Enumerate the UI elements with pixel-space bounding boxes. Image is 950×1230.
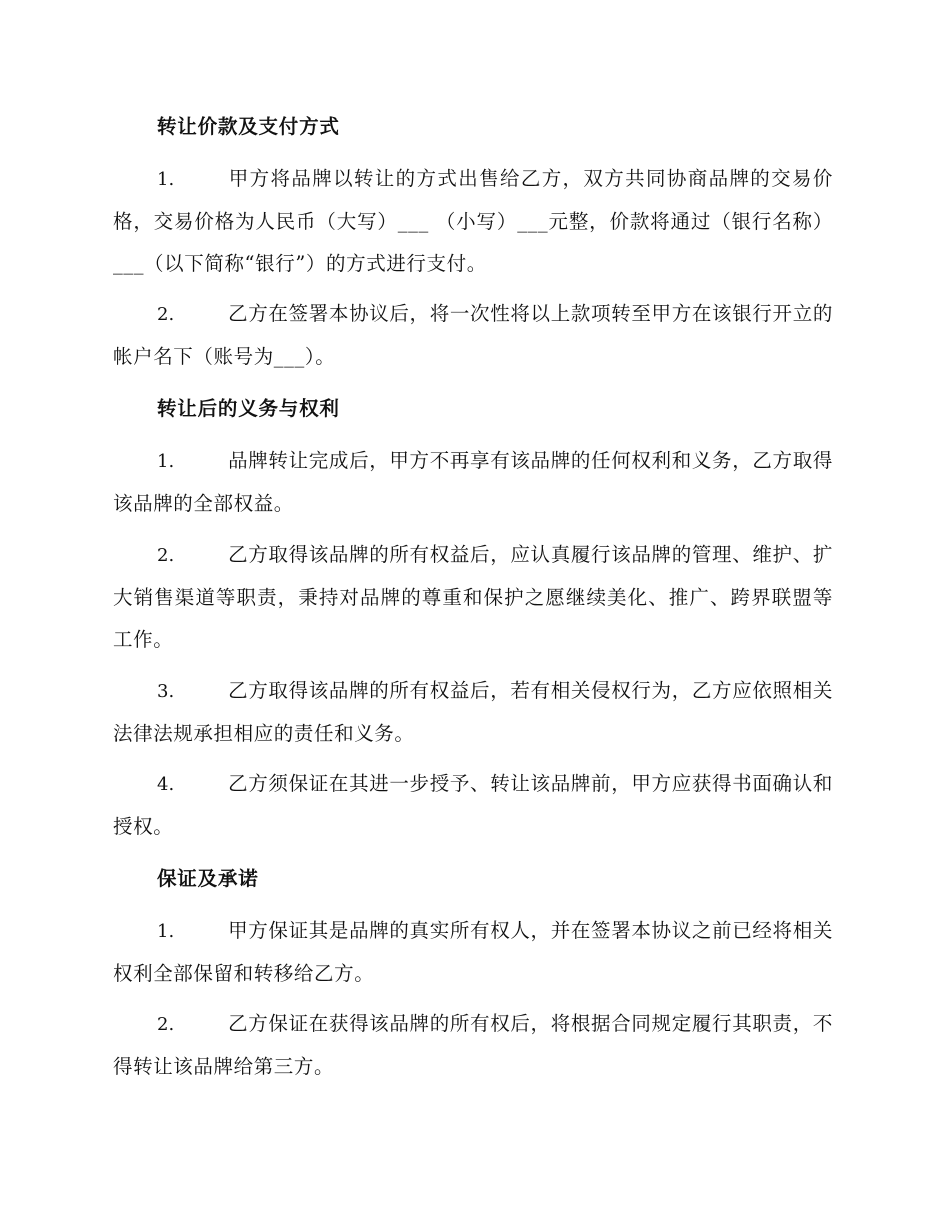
item-number: 1. bbox=[157, 169, 175, 190]
item-text: 乙方须保证在其进一步授予、转让该品牌前，甲方应获得书面确认和授权。 bbox=[113, 772, 833, 838]
item-text: 乙方在签署本协议后，将一次性将以上款项转至甲方在该银行开立的帐户名下（账号为___）。 bbox=[113, 302, 833, 368]
guarantee-item-1 bbox=[113, 910, 833, 995]
obligations-item-1 bbox=[113, 440, 833, 525]
section-heading-payment: 转让价款及支付方式 bbox=[157, 115, 340, 138]
item-number: 2. bbox=[157, 545, 175, 566]
item-text: 品牌转让完成后，甲方不再享有该品牌的任何权利和义务，乙方取得该品牌的全部权益。 bbox=[113, 449, 833, 515]
section-heading-obligations: 转让后的义务与权利 bbox=[157, 397, 340, 420]
item-text: 乙方取得该品牌的所有权益后，若有相关侵权行为，乙方应依照相关法律法规承担相应的责任和义务。 bbox=[113, 679, 833, 745]
section-heading-guarantee: 保证及承诺 bbox=[157, 867, 259, 890]
item-number: 1. bbox=[157, 921, 175, 942]
item-number: 3. bbox=[157, 681, 175, 702]
item-text: 乙方取得该品牌的所有权益后，应认真履行该品牌的管理、维护、扩大销售渠道等职责，秉持对品牌的尊重和保护之愿继续美化、推广、跨界联盟等工作。 bbox=[113, 543, 833, 651]
item-text: 乙方保证在获得该品牌的所有权后，将根据合同规定履行其职责，不得转让该品牌给第三方。 bbox=[113, 1012, 833, 1078]
obligations-item-3 bbox=[113, 670, 833, 755]
payment-item-2 bbox=[113, 293, 833, 378]
item-text: 甲方保证其是品牌的真实所有权人，并在签署本协议之前已经将相关权利全部保留和转移给乙方。 bbox=[113, 919, 833, 985]
obligations-item-4 bbox=[113, 763, 833, 848]
item-number: 4. bbox=[157, 774, 175, 795]
item-number: 2. bbox=[157, 304, 175, 325]
obligations-item-2 bbox=[113, 534, 833, 661]
guarantee-item-2 bbox=[113, 1003, 833, 1088]
item-number: 1. bbox=[157, 451, 175, 472]
item-number: 2. bbox=[157, 1014, 175, 1035]
payment-item-1 bbox=[113, 158, 833, 285]
item-text: 甲方将品牌以转让的方式出售给乙方，双方共同协商品牌的交易价格，交易价格为人民币（大写）___ （小写）___元整，价款将通过（银行名称）___（以下简称“银行”）的方式进行支付。 bbox=[113, 167, 833, 275]
